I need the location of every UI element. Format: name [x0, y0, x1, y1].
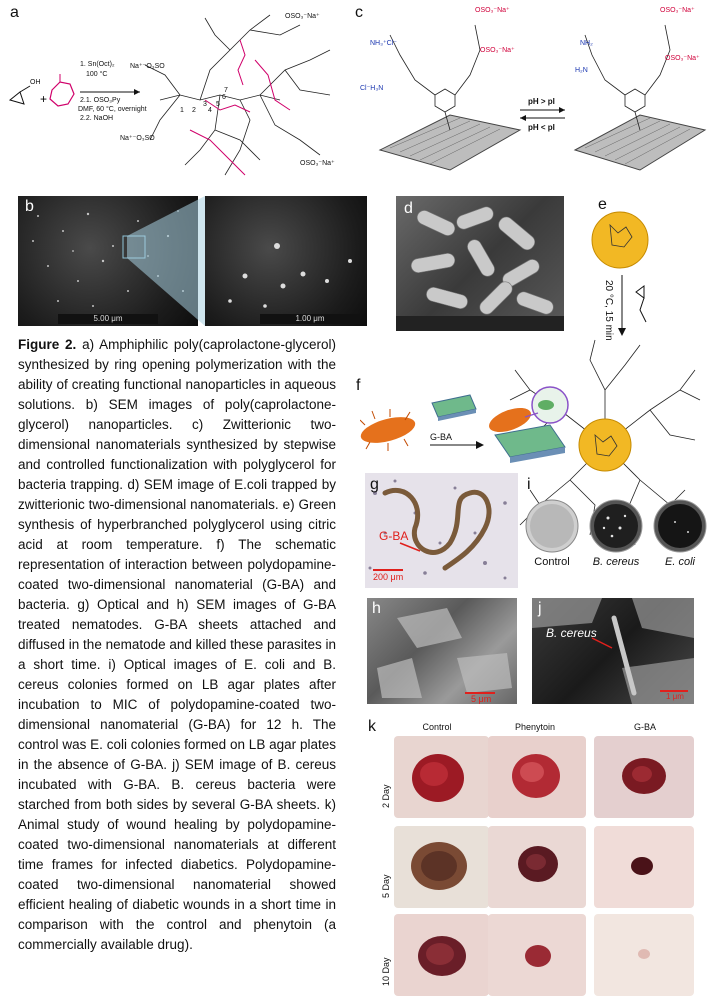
label-b-cereus: B. cereus [546, 626, 597, 640]
panel-label-h: h [372, 600, 381, 617]
sem-image-h [367, 598, 517, 704]
wound-control-10-day [394, 914, 489, 996]
graphene-sheet-right [575, 115, 705, 170]
condition-3: 2.1. OSO₃Py [80, 97, 121, 104]
g-ba-sheet-small [432, 395, 476, 421]
triazine-left [390, 25, 480, 130]
scale-bar-b-left: 5.00 μm [58, 314, 158, 324]
scheme-c [360, 0, 709, 190]
panel-label-b: b [25, 198, 34, 215]
svg-text:7: 7 [224, 87, 228, 94]
svg-text:5: 5 [216, 101, 220, 108]
schematic-label-f: G-BA [430, 432, 453, 442]
condition-5: 2.2. NaOH [80, 115, 114, 122]
na-group-4: OSO₃⁻Na⁺ [300, 160, 335, 167]
agar-plates [520, 498, 709, 558]
panel-label-e: e [598, 196, 607, 213]
wound-g-ba-10-day [594, 914, 694, 996]
left-group-3b: OSO₃⁻Na⁺ [480, 47, 515, 54]
column-label-g-ba: G-BA [633, 722, 656, 732]
na-group-2: OSO₃⁻Na⁺ [285, 13, 320, 20]
right-group-3: OSO₃⁻Na⁺ [660, 7, 695, 14]
svg-text:3: 3 [203, 101, 207, 108]
caprolactone-ring [50, 74, 74, 106]
triazine-right [585, 25, 670, 130]
svg-text:OH: OH [30, 79, 41, 86]
na-group-1: Na⁺⁻O₃SO [130, 63, 165, 70]
scheme-a [0, 0, 365, 195]
optical-image-g [365, 473, 518, 588]
wound-phenytoin-5-day [488, 826, 586, 908]
graphene-sheet-left [380, 115, 520, 170]
row-label-10-day: 10 Day [381, 957, 391, 986]
dish-control [526, 500, 578, 552]
row-label-2-day: 2 Day [381, 784, 391, 808]
glycidol-structure [10, 79, 41, 104]
scale-bar-g: 200 μm [373, 572, 404, 582]
dish-label-b-cereus: B. cereus [592, 556, 640, 568]
dish-label-e-coli: E. coli [665, 556, 695, 568]
dish-label-control: Control [534, 556, 570, 568]
label-g-ba: G-BA [379, 529, 409, 543]
wound-g-ba-2-day [594, 736, 694, 818]
column-label-control: Control [422, 722, 452, 732]
bacterium-left [360, 409, 418, 451]
right-group-3b: OSO₃⁻Na⁺ [665, 55, 700, 62]
arrow-label-e: 20 °C, 15 min [603, 280, 614, 341]
dish-b-cereus [590, 500, 642, 552]
panel-label-a: a [10, 4, 19, 21]
panel-label-j: j [538, 600, 542, 617]
left-group-3: OSO₃⁻Na⁺ [475, 7, 510, 14]
scale-bar-b-right: 1.00 μm [260, 314, 360, 324]
polymer-skeleton [145, 15, 330, 175]
sem-image-d [396, 196, 564, 331]
caption-text: a) Amphiphilic poly(caprolactone-glycerol) synthesized by ring opening polymerization with the ability of creating functional nanoparticles in aqueous solutions. b) SEM images of poly(caprolactone-glycerol) nanoparticles. c) Zwitterionic two-dimensional nanomaterials synthesized by stepwise and controlled functionalization with polyglycerol for bacteria trapping. d) SEM image of E.coli trapped by zwitterionic two-dimensional nanomaterials. e) Green synthesis of hyperbranched polyglycerol using citric acid at room temperature. f) The schematic representation of interaction between polydopamine-coated two-dimensional nanomaterial (G-BA) and bacteria. g) Optical and h) SEM images of G-BA treated nematodes. G-BA sheets attached and diffused in the nematode and killed these parasites in a short time. i) Optical images of E. coli and B. cereus colonies formed on LB agar plates after incubation to MIC of polydopamine-coated two-dimensional nanomaterial (G-BA) for 12 h. The control was E. coli colonies formed on LB agar plates in the absence of G-BA. j) SEM image of B. cereus incubated with G-BA. B. cereus bacteria were starched from both sides by several G-BA sheets. k) Animal study of wound healing by polydopamine-coated two-dimensional nanomaterials at different time frames for infected diabetics. Polydopamine-coated two-dimensional nanomaterial showed efficient healing of diabetic wounds in a short time in comparison with the control and phenytoin (a commercially available drug). [18, 337, 336, 952]
panel-label-d: d [404, 200, 413, 217]
panel-label-i: i [527, 476, 531, 493]
svg-text:6: 6 [222, 94, 226, 101]
eq-label-top: pH > pI [528, 97, 555, 106]
left-group-1: NH₃⁺Cl⁻ [370, 40, 397, 47]
condition-2: 100 °C [86, 71, 108, 78]
wound-control-2-day [394, 736, 489, 818]
row-label-5-day: 5 Day [381, 874, 391, 898]
schematic-f [360, 385, 580, 475]
column-label-phenytoin: Phenytoin [514, 722, 556, 732]
eq-label-bottom: pH < pI [528, 123, 555, 132]
sem-image-j [532, 598, 694, 704]
panel-label-k: k [368, 718, 376, 735]
equilibrium-arrows [520, 107, 565, 121]
condition-1: 1. Sn(Oct)₂ [80, 61, 115, 68]
wound-phenytoin-10-day [488, 914, 586, 996]
scale-bar-h: 5 μm [471, 694, 492, 704]
svg-text:1: 1 [180, 107, 184, 114]
panel-label-g: g [370, 476, 379, 493]
figure-caption [18, 335, 336, 955]
na-group-3: Na⁺⁻O₃SO [120, 135, 155, 142]
plus-sign: + [40, 92, 48, 106]
right-group-1: NH₂ [580, 40, 593, 47]
condition-4: DMF, 60 °C, overnight [78, 106, 147, 113]
dish-e-coli [654, 500, 706, 552]
wound-control-5-day [394, 826, 489, 908]
wound-g-ba-5-day [594, 826, 694, 908]
svg-text:4: 4 [208, 107, 212, 114]
panel-label-f: f [356, 377, 361, 394]
left-group-2: Cl⁻H₃N [360, 85, 384, 92]
right-group-2: H₂N [575, 67, 588, 74]
sem-image-b-right [205, 196, 367, 326]
panel-label-c: c [355, 4, 363, 21]
svg-text:2: 2 [192, 107, 196, 114]
caption-lead: Figure 2. [18, 337, 77, 352]
scale-bar-j: 1 μm [666, 692, 684, 701]
wound-phenytoin-2-day [488, 736, 586, 818]
zoom-connector [124, 196, 214, 326]
